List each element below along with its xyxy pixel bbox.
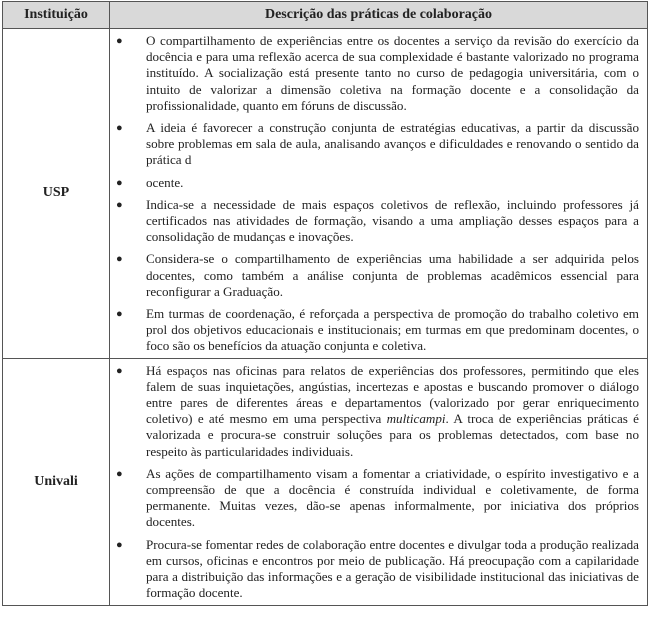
bullet-icon: ●	[116, 198, 123, 211]
bullet-icon: ●	[116, 176, 123, 189]
description-cell	[110, 358, 648, 605]
list-item-text: Indica-se a necessidade de mais espaços coletivos de reflexão, incluindo professores já certificados nas atividades de formação, visando a uma ampliação desses espaços para a consolidação de mudanças e inovações.	[146, 196, 639, 245]
bullet-list	[114, 33, 639, 355]
table-row-univali	[3, 358, 648, 605]
bullet-list	[114, 363, 639, 602]
list-item-text: Procura-se fomentar redes de colaboração entre docentes e divulgar toda a produção realizada em cursos, oficinas e encontros por meio de publicação. Há preocupação com a capilaridade para a distribuição das informações e a geração de visibilidade institucional das iniciativas de formação docente.	[146, 536, 639, 601]
list-item-text: As ações de compartilhamento visam a fomentar a criatividade, o espírito investigativo e a compreensão de que a docência é construída individual e coletivamente, de forma permanente. Muitas vezes, dão-se apenas informalmente, por iniciativa dos próprios docentes.	[146, 465, 639, 530]
bullet-icon: ●	[116, 122, 123, 135]
bullet-icon: ●	[116, 538, 123, 551]
list-item-text: Em turmas de coordenação, é reforçada a perspectiva de promoção do trabalho coletivo em prol dos objetivos educacionais e institucionais; em turmas em que predominam docentes, o foco são os benefícios da atuação conjunta e coletiva.	[146, 306, 639, 354]
header-description: Descrição das práticas de colaboração	[110, 2, 648, 29]
description-cell	[110, 29, 648, 359]
list-item	[114, 537, 639, 602]
list-item	[114, 33, 639, 114]
bullet-icon: ●	[116, 253, 123, 266]
institution-cell: USP	[3, 29, 110, 359]
list-item	[114, 120, 639, 169]
list-item-text: Considera-se o compartilhamento de experiências uma habilidade a ser adquirida pelos docentes, como também a análise conjunta de problemas acadêmicos essencial para reconfigurar a Graduação.	[146, 251, 639, 299]
list-item	[114, 466, 639, 531]
list-item	[114, 197, 639, 246]
institution-cell: Univali	[3, 358, 110, 605]
bullet-icon: ●	[116, 467, 123, 480]
table-row-usp	[3, 29, 648, 359]
list-item-italic: multicampi	[386, 411, 446, 427]
list-item-text: . A troca de experiências práticas é valorizada e procura-se construir soluções para os problemas detectados, com base no respeito às particularidades individuais.	[146, 411, 639, 459]
bullet-icon: ●	[116, 308, 123, 321]
list-item-text: O compartilhamento de experiências entre os docentes a serviço da revisão do exercício da docência e para uma reflexão acerca de sua complexidade é bastante valorizado no programa instituído. A socialização está presente tanto no curso de pedagogia universitária, com o intuito de valorizar a dimensão coletiva na formação docente e a consolidação da profissionalidade, quanto em fóruns de discussão.	[146, 33, 639, 113]
list-item-text: Há espaços nas oficinas para relatos de experiências dos professores, permitindo que eles falem de suas inquietações, angústias, incertezas e apostas e buscando promover o diálogo entre pares de diferentes áreas e departamentos (valorizado por gerar enriquecimento coletivo) e até mesmo em uma perspectiva	[146, 362, 639, 427]
practices-table	[2, 1, 648, 606]
header-row	[3, 2, 648, 29]
bullet-icon: ●	[116, 364, 123, 377]
bullet-icon: ●	[116, 35, 123, 47]
list-item	[114, 363, 639, 460]
list-item	[114, 306, 639, 355]
list-item-text: ocente.	[146, 174, 184, 190]
list-item	[114, 251, 639, 300]
list-item-text: A ideia é favorecer a construção conjunta de estratégias educativas, a partir da discussão sobre problemas em sala de aula, analisando avanços e dificuldades e renovando o sentido da prática d	[146, 120, 639, 168]
list-item	[114, 175, 639, 191]
header-institution: Instituição	[3, 2, 110, 29]
